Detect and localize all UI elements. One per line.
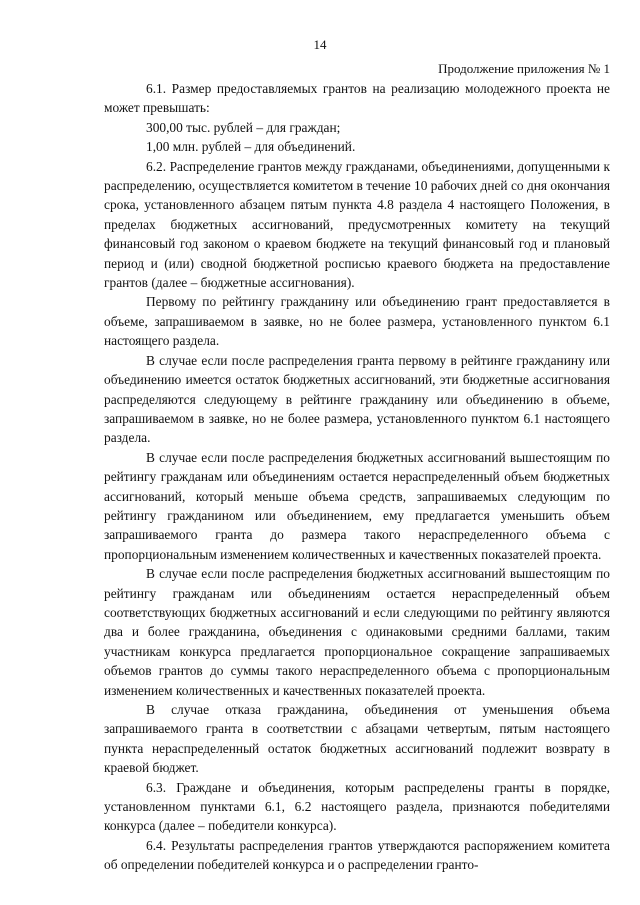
paragraph-6-3: 6.3. Граждане и объединения, которым распределены гранты в порядке, установленном пунктами 6.1, 6.2 настоящего раздела, признаются победителями конкурса (далее – победители конкурса). bbox=[104, 779, 610, 834]
paragraph-6-4: 6.4. Результаты распределения грантов утверждаются распоряжением комитета об определении победителей конкурса и о распределении гранто- bbox=[104, 837, 610, 873]
paragraph-refusal: В случае отказа гражданина, объединения от уменьшения объема запрашиваемого гранта в соответствии с абзацами четвертым, пятым настоящего пункта нераспределенный остаток бюджетных ассигнований подлежит возврату в краевой бюджет. bbox=[104, 702, 610, 776]
paragraph-reduce-request: В случае если после распределения бюджетных ассигнований вышестоящим по рейтингу гражданам или объединениям остается нераспределенный объем бюджетных ассигнований, который меньше объема средств, запрашиваемых следующим по рейтингу гражданином или объединением, ему предлагается уменьшить объем запрашиваемого гранта до размера такого нераспределенного объема с пропорциональным изменением количественных и качественных показателей проекта. bbox=[104, 449, 610, 562]
paragraph-remaining-allocation: В случае если после распределения гранта первому в рейтинге гражданину или объединению имеется остаток бюджетных ассигнований, эти бюджетные ассигнования распределяются следующему в рейтинге гражданину или объединению в объеме, запрашиваемом в заявке, но не более размера, установленного пунктом 6.1 настоящего раздела. bbox=[104, 352, 610, 446]
grant-limit-citizens: 300,00 тыс. рублей – для граждан; bbox=[146, 119, 341, 135]
grant-limit-associations: 1,00 млн. рублей – для объединений. bbox=[146, 139, 356, 155]
paragraph-6-1: 6.1. Размер предоставляемых грантов на реализацию молодежного проекта не может превышать: bbox=[104, 81, 610, 116]
paragraph-first-ranked: Первому по рейтингу гражданину или объединению грант предоставляется в объеме, запрашиваемом в заявке, но не более размера, установленного пунктом 6.1 настоящего раздела. bbox=[104, 294, 610, 349]
document-body bbox=[104, 79, 610, 875]
paragraph-6-2: 6.2. Распределение грантов между гражданами, объединениями, допущенными к распределению, осуществляется комитетом в течение 10 рабочих дней со дня окончания срока, установленного абзацем пятым пункта 4.8 раздела 4 настоящего Положения, в пределах бюджетных ассигнований, предусмотренных комитету на текущий финансовый год законом о краевом бюджете на текущий финансовый год и плановый период и (или) сводной бюджетной росписью краевого бюджета на предоставление грантов (далее – бюджетные ассигнования). bbox=[104, 158, 610, 291]
appendix-continuation-note: Продолжение приложения № 1 bbox=[438, 61, 610, 76]
paragraph-equal-scores: В случае если после распределения бюджетных ассигнований вышестоящим по рейтингу гражданам или объединениям остается нераспределенный объем соответствующих бюджетных ассигнований и если следующими по рейтингу являются два и более гражданина, объединения с одинаковыми средними баллами, таким участникам конкурса предлагается пропорциональное сокращение запрашиваемых объемов грантов до суммы такого нераспределенного объема с пропорциональным изменением количественных и качественных показателей проекта. bbox=[104, 566, 610, 698]
page-number: 14 bbox=[313, 37, 327, 52]
